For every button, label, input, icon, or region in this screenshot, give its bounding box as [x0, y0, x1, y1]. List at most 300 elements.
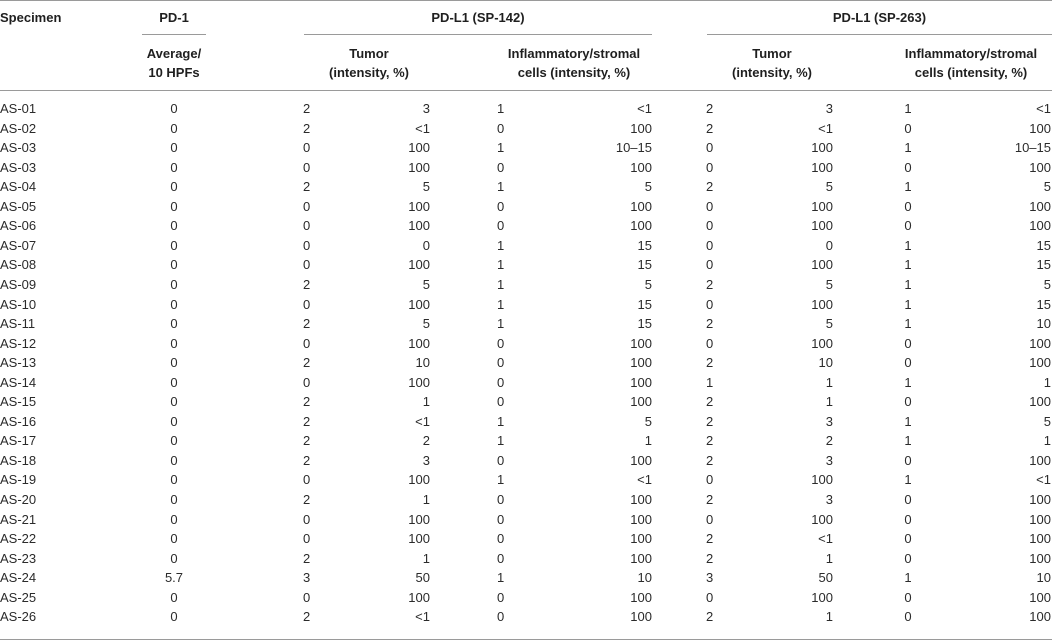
sp142-infl-percent: 100: [630, 335, 652, 351]
sp142-tumor-percent: 1: [422, 492, 430, 507]
sp263-infl-intensity: 1: [904, 257, 912, 273]
specimen-cell: AS-24: [0, 570, 37, 586]
sp142-infl-percent: <1: [637, 101, 652, 116]
sp142-tumor-percent: 5: [422, 276, 430, 292]
sp142-infl-percent: 100: [630, 394, 652, 410]
sp142-infl-intensity: 1: [497, 472, 505, 488]
sp142-infl-intensity: 0: [497, 159, 505, 175]
sp263-tumor-percent: <1: [818, 120, 833, 136]
specimen-cell: AS-07: [0, 237, 37, 253]
specimen-cell: AS-23: [0, 550, 37, 566]
sp142-tumor-intensity: 0: [303, 335, 311, 351]
sp263-infl-intensity: 1: [904, 374, 912, 390]
sp263-tumor-percent: 50: [818, 570, 833, 586]
sp142-tumor-intensity: 0: [303, 140, 311, 156]
sp142-tumor-percent: 100: [408, 589, 430, 605]
table-row: [0, 490, 1052, 510]
sp142-tumor-percent: 100: [408, 198, 430, 214]
specimen-cell: AS-03: [0, 159, 37, 175]
table-row: [0, 607, 1052, 627]
pd1-average-cell: 0: [170, 355, 178, 371]
subheader-sp142-inflammatory: [494, 44, 654, 82]
specimen-cell: AS-17: [0, 433, 37, 449]
sp142-tumor-percent: 100: [408, 531, 430, 547]
pd1-average-cell: 0: [170, 531, 178, 547]
pd1-average-cell: 0: [170, 159, 178, 175]
pd1-average-cell: 0: [170, 296, 178, 312]
sp263-tumor-intensity: 2: [706, 179, 714, 195]
sp263-tumor-percent: 1: [825, 374, 833, 390]
sp142-infl-intensity: 1: [497, 413, 505, 429]
pd1-average-cell: 0: [170, 472, 178, 488]
sp142-tumor-intensity: 2: [303, 609, 311, 625]
subheader-line: Tumor: [349, 46, 389, 61]
sp142-infl-intensity: 0: [497, 120, 505, 136]
subheader-line: Average/: [146, 46, 202, 61]
sp142-group-rule: [304, 34, 652, 35]
pd1-average-cell: 0: [170, 335, 178, 351]
sp142-tumor-intensity: 0: [303, 374, 311, 390]
sp263-tumor-percent: 3: [825, 413, 833, 429]
table-row: [0, 549, 1052, 569]
sp142-tumor-percent: 100: [408, 511, 430, 527]
sp263-tumor-intensity: 0: [706, 589, 714, 605]
sp263-tumor-intensity: 2: [706, 433, 714, 449]
sp263-infl-percent: 15: [1036, 237, 1051, 253]
table-row: [0, 236, 1052, 256]
sp142-tumor-percent: <1: [415, 413, 430, 429]
sp263-infl-intensity: 0: [904, 335, 912, 351]
sp263-tumor-percent: 2: [825, 433, 833, 449]
pd1-average-cell: 0: [170, 492, 178, 507]
sp263-tumor-intensity: 1: [706, 374, 714, 390]
sp263-infl-percent: 1: [1043, 433, 1051, 449]
table-bottom-rule: [0, 639, 1052, 640]
sp263-infl-intensity: 1: [904, 276, 912, 292]
pd1-average-cell: 0: [170, 394, 178, 410]
sp263-tumor-percent: 100: [811, 296, 833, 312]
sp142-infl-percent: 100: [630, 511, 652, 527]
pd1-average-cell: 0: [170, 140, 178, 156]
sp263-tumor-intensity: 2: [706, 609, 714, 625]
header-bottom-rule: [0, 90, 1052, 91]
sp142-infl-percent: 10–15: [615, 140, 652, 156]
sp263-tumor-percent: 100: [811, 472, 833, 488]
sp142-tumor-percent: 1: [422, 550, 430, 566]
sp142-infl-percent: 15: [637, 316, 652, 332]
table-row: [0, 392, 1052, 412]
sp263-infl-intensity: 1: [904, 296, 912, 312]
sp142-tumor-intensity: 0: [303, 531, 311, 547]
specimen-cell: AS-21: [0, 511, 37, 527]
sp142-infl-intensity: 0: [497, 218, 505, 234]
sp263-tumor-percent: 100: [811, 335, 833, 351]
sp263-infl-percent: 100: [1029, 335, 1051, 351]
pd1-average-cell: 0: [170, 120, 178, 136]
sp263-tumor-intensity: 2: [706, 394, 714, 410]
sp142-infl-percent: 100: [630, 589, 652, 605]
pd1-average-cell: 0: [170, 550, 178, 566]
specimen-cell: AS-22: [0, 531, 37, 547]
sp142-infl-intensity: 0: [497, 550, 505, 566]
sp263-infl-intensity: 1: [904, 179, 912, 195]
sp263-group-rule: [707, 34, 1052, 35]
sp263-tumor-percent: 10: [818, 355, 833, 371]
sp263-tumor-intensity: 2: [706, 531, 714, 547]
sp263-tumor-intensity: 0: [706, 140, 714, 156]
specimen-cell: AS-02: [0, 120, 37, 136]
sp263-infl-intensity: 0: [904, 550, 912, 566]
sp142-tumor-intensity: 0: [303, 198, 311, 214]
sp263-infl-percent: 100: [1029, 589, 1051, 605]
sp263-infl-intensity: 0: [904, 531, 912, 547]
sp142-infl-intensity: 1: [497, 101, 505, 116]
subheader-sp142-tumor: [304, 44, 434, 82]
sp263-infl-percent: 5: [1043, 179, 1051, 195]
sp263-infl-percent: 100: [1029, 511, 1051, 527]
sp263-tumor-percent: 100: [811, 511, 833, 527]
sp263-infl-intensity: 0: [904, 511, 912, 527]
sp263-tumor-intensity: 0: [706, 511, 714, 527]
table-row: [0, 99, 1052, 119]
pd1-average-cell: 0: [170, 452, 178, 468]
sp263-tumor-intensity: 2: [706, 101, 714, 116]
sp263-infl-percent: 15: [1036, 257, 1051, 273]
subheader-line: (intensity, %): [732, 65, 812, 80]
sp263-tumor-percent: 100: [811, 257, 833, 273]
pd1-average-cell: 0: [170, 218, 178, 234]
sp263-tumor-intensity: 2: [706, 120, 714, 136]
sp142-tumor-percent: 50: [415, 570, 430, 586]
sp142-infl-percent: 100: [630, 609, 652, 625]
table-row: [0, 568, 1052, 588]
sp142-infl-intensity: 0: [497, 609, 505, 625]
specimen-cell: AS-12: [0, 335, 37, 351]
table-row: [0, 353, 1052, 373]
sp142-infl-intensity: 0: [497, 335, 505, 351]
sp142-infl-intensity: 0: [497, 394, 505, 410]
sp142-infl-percent: 15: [637, 257, 652, 273]
sp263-tumor-intensity: 2: [706, 413, 714, 429]
sp142-tumor-intensity: 0: [303, 159, 311, 175]
specimen-cell: AS-19: [0, 472, 37, 488]
table-row: [0, 255, 1052, 275]
sp142-infl-percent: 100: [630, 218, 652, 234]
sp142-infl-intensity: 1: [497, 237, 505, 253]
sp263-tumor-percent: 100: [811, 218, 833, 234]
pd1-average-cell: 0: [170, 276, 178, 292]
sp263-infl-intensity: 0: [904, 492, 912, 507]
sp142-infl-intensity: 1: [497, 316, 505, 332]
subheader-sp263-inflammatory: [890, 44, 1052, 82]
sp142-tumor-percent: 100: [408, 159, 430, 175]
sp142-infl-intensity: 1: [497, 257, 505, 273]
sp263-infl-intensity: 1: [904, 101, 912, 116]
sp263-tumor-percent: <1: [818, 531, 833, 547]
table-row: [0, 138, 1052, 158]
sp142-tumor-intensity: 0: [303, 237, 311, 253]
pd1-average-cell: 0: [170, 589, 178, 605]
sp142-tumor-percent: <1: [415, 609, 430, 625]
sp142-infl-percent: 100: [630, 374, 652, 390]
sp263-infl-intensity: 0: [904, 609, 912, 625]
sp142-tumor-percent: 100: [408, 218, 430, 234]
sp142-infl-percent: 100: [630, 550, 652, 566]
sp142-tumor-intensity: 2: [303, 276, 311, 292]
sp142-infl-intensity: 1: [497, 276, 505, 292]
sp142-tumor-percent: 100: [408, 257, 430, 273]
sp142-infl-intensity: 1: [497, 179, 505, 195]
sp263-tumor-percent: 0: [825, 237, 833, 253]
header-pdl1-sp142: PD-L1 (SP-142): [431, 10, 525, 25]
sp142-tumor-intensity: 0: [303, 257, 311, 273]
sp142-infl-intensity: 1: [497, 140, 505, 156]
sp142-tumor-intensity: 2: [303, 413, 311, 429]
table-row: [0, 510, 1052, 530]
table-row: [0, 197, 1052, 217]
sp263-infl-percent: 10: [1036, 316, 1051, 332]
sp263-infl-intensity: 1: [904, 140, 912, 156]
sp142-tumor-percent: <1: [415, 120, 430, 136]
sp263-tumor-intensity: 0: [706, 296, 714, 312]
sp263-infl-percent: 100: [1029, 452, 1051, 468]
sp263-tumor-percent: 5: [825, 179, 833, 195]
specimen-cell: AS-04: [0, 179, 37, 195]
sp142-tumor-intensity: 2: [303, 101, 311, 116]
sp263-tumor-percent: 5: [825, 276, 833, 292]
sp263-infl-percent: 10–15: [1014, 140, 1051, 156]
sp263-tumor-percent: 5: [825, 316, 833, 332]
specimen-cell: AS-16: [0, 413, 37, 429]
sp142-infl-intensity: 1: [497, 570, 505, 586]
sp263-infl-intensity: 0: [904, 394, 912, 410]
pd1-average-cell: 0: [170, 237, 178, 253]
sp142-tumor-intensity: 0: [303, 511, 311, 527]
sp142-infl-percent: <1: [637, 472, 652, 488]
table-row: [0, 119, 1052, 139]
pd1-average-cell: 0: [170, 374, 178, 390]
subheader-line: 10 HPFs: [148, 65, 200, 80]
sp142-tumor-intensity: 2: [303, 316, 311, 332]
specimen-cell: AS-03: [0, 140, 37, 156]
sp142-infl-intensity: 0: [497, 355, 505, 371]
subheader-line: cells (intensity, %): [517, 65, 631, 80]
sp142-infl-percent: 5: [644, 276, 652, 292]
sp263-tumor-intensity: 2: [706, 550, 714, 566]
table-top-rule: [0, 0, 1052, 1]
sp142-tumor-percent: 5: [422, 179, 430, 195]
pd1-average-cell: 0: [170, 257, 178, 273]
sp142-tumor-percent: 100: [408, 140, 430, 156]
subheader-pd1-average: [128, 44, 220, 82]
pd1-group-rule: [142, 34, 206, 35]
sp263-tumor-intensity: 2: [706, 355, 714, 371]
sp263-infl-percent: <1: [1036, 101, 1051, 116]
table-row: [0, 314, 1052, 334]
pd1-average-cell: 5.7: [164, 570, 184, 586]
sp263-tumor-percent: 100: [811, 140, 833, 156]
sp263-tumor-percent: 1: [825, 394, 833, 410]
table-row: [0, 451, 1052, 471]
sp142-tumor-percent: 1: [422, 394, 430, 410]
sp263-infl-percent: <1: [1036, 472, 1051, 488]
subheader-line: (intensity, %): [329, 65, 409, 80]
sp142-tumor-intensity: 3: [303, 570, 311, 586]
sp142-infl-percent: 15: [637, 296, 652, 312]
sp142-infl-intensity: 0: [497, 531, 505, 547]
sp142-infl-intensity: 0: [497, 198, 505, 214]
table-row: [0, 177, 1052, 197]
table-row: [0, 275, 1052, 295]
sp142-tumor-intensity: 0: [303, 589, 311, 605]
sp263-tumor-intensity: 0: [706, 335, 714, 351]
sp263-infl-percent: 5: [1043, 413, 1051, 429]
sp263-tumor-percent: 3: [825, 452, 833, 468]
sp142-infl-intensity: 0: [497, 452, 505, 468]
sp263-infl-intensity: 1: [904, 433, 912, 449]
sp263-tumor-percent: 100: [811, 589, 833, 605]
sp142-tumor-percent: 3: [422, 452, 430, 468]
sp142-tumor-percent: 2: [422, 433, 430, 449]
specimen-cell: AS-18: [0, 452, 37, 468]
specimen-cell: AS-01: [0, 101, 37, 116]
sp263-infl-percent: 1: [1043, 374, 1051, 390]
sp263-tumor-percent: 3: [825, 492, 833, 507]
specimen-cell: AS-09: [0, 276, 37, 292]
specimen-cell: AS-20: [0, 492, 37, 507]
sp142-tumor-percent: 10: [415, 355, 430, 371]
sp263-infl-intensity: 0: [904, 355, 912, 371]
pd1-average-cell: 0: [170, 179, 178, 195]
sp263-tumor-intensity: 0: [706, 159, 714, 175]
sp263-infl-percent: 100: [1029, 218, 1051, 234]
sp263-infl-intensity: 0: [904, 159, 912, 175]
specimen-cell: AS-26: [0, 609, 37, 625]
sp142-infl-percent: 100: [630, 198, 652, 214]
subheader-sp263-tumor: [707, 44, 837, 82]
specimen-cell: AS-25: [0, 589, 37, 605]
sp263-infl-percent: 100: [1029, 492, 1051, 507]
sp263-tumor-intensity: 2: [706, 276, 714, 292]
sp263-tumor-percent: 100: [811, 159, 833, 175]
sp142-infl-intensity: 0: [497, 511, 505, 527]
sp142-tumor-intensity: 2: [303, 179, 311, 195]
sp263-infl-intensity: 0: [904, 452, 912, 468]
pd1-average-cell: 0: [170, 101, 178, 116]
sp142-tumor-intensity: 2: [303, 120, 311, 136]
sp263-infl-intensity: 1: [904, 413, 912, 429]
sp263-infl-percent: 100: [1029, 198, 1051, 214]
sp263-tumor-intensity: 0: [706, 237, 714, 253]
sp142-infl-intensity: 0: [497, 374, 505, 390]
table-row: [0, 295, 1052, 315]
sp263-tumor-intensity: 0: [706, 472, 714, 488]
sp263-infl-intensity: 1: [904, 316, 912, 332]
sp263-infl-intensity: 0: [904, 120, 912, 136]
specimen-cell: AS-14: [0, 374, 37, 390]
pd1-average-cell: 0: [170, 413, 178, 429]
specimen-cell: AS-10: [0, 296, 37, 312]
table-row: [0, 158, 1052, 178]
specimen-cell: AS-05: [0, 198, 37, 214]
sp142-infl-percent: 100: [630, 492, 652, 507]
sp142-infl-percent: 15: [637, 237, 652, 253]
sp142-tumor-intensity: 0: [303, 218, 311, 234]
specimen-cell: AS-15: [0, 394, 37, 410]
specimen-cell: AS-11: [0, 316, 36, 332]
sp142-infl-percent: 100: [630, 120, 652, 136]
table-row: [0, 529, 1052, 549]
sp263-tumor-intensity: 0: [706, 198, 714, 214]
sp142-infl-percent: 5: [644, 179, 652, 195]
sp142-infl-intensity: 1: [497, 433, 505, 449]
subheader-line: cells (intensity, %): [914, 65, 1028, 80]
sp142-tumor-percent: 5: [422, 316, 430, 332]
sp263-tumor-intensity: 2: [706, 492, 714, 507]
sp263-tumor-percent: 3: [825, 101, 833, 116]
table-row: [0, 216, 1052, 236]
specimen-cell: AS-13: [0, 355, 37, 371]
sp263-tumor-intensity: 2: [706, 452, 714, 468]
sp263-infl-percent: 100: [1029, 355, 1051, 371]
table-row: [0, 431, 1052, 451]
sp263-infl-intensity: 0: [904, 589, 912, 605]
sp263-infl-percent: 100: [1029, 159, 1051, 175]
sp142-tumor-intensity: 2: [303, 550, 311, 566]
subheader-line: Inflammatory/stromal: [507, 46, 641, 61]
specimen-cell: AS-06: [0, 218, 37, 234]
sp263-infl-intensity: 1: [904, 237, 912, 253]
sp263-infl-percent: 100: [1029, 550, 1051, 566]
sp142-infl-percent: 100: [630, 355, 652, 371]
sp142-infl-intensity: 1: [497, 296, 505, 312]
sp142-tumor-intensity: 2: [303, 394, 311, 410]
sp142-tumor-percent: 0: [422, 237, 430, 253]
pd1-average-cell: 0: [170, 316, 178, 332]
sp142-tumor-percent: 3: [422, 101, 430, 116]
sp142-infl-percent: 100: [630, 531, 652, 547]
pd1-average-cell: 0: [170, 433, 178, 449]
table-row: [0, 373, 1052, 393]
sp263-tumor-percent: 1: [825, 609, 833, 625]
sp263-infl-percent: 100: [1029, 394, 1051, 410]
sp142-tumor-percent: 100: [408, 374, 430, 390]
header-pdl1-sp263: PD-L1 (SP-263): [832, 10, 927, 25]
sp263-infl-percent: 10: [1036, 570, 1051, 586]
sp263-tumor-intensity: 2: [706, 316, 714, 332]
specimen-cell: AS-08: [0, 257, 37, 273]
sp263-infl-intensity: 1: [904, 472, 912, 488]
sp263-infl-intensity: 1: [904, 570, 912, 586]
sp263-tumor-intensity: 3: [706, 570, 714, 586]
sp263-tumor-percent: 1: [825, 550, 833, 566]
sp142-tumor-percent: 100: [408, 296, 430, 312]
subheader-line: Inflammatory/stromal: [904, 46, 1038, 61]
sp263-infl-percent: 100: [1029, 609, 1051, 625]
sp142-tumor-intensity: 2: [303, 433, 311, 449]
sp263-tumor-intensity: 0: [706, 257, 714, 273]
sp142-infl-percent: 100: [630, 452, 652, 468]
sp142-infl-percent: 1: [644, 433, 652, 449]
pd1-average-cell: 0: [170, 609, 178, 625]
pd1-average-cell: 0: [170, 198, 178, 214]
sp142-tumor-percent: 100: [408, 335, 430, 351]
sp142-infl-percent: 100: [630, 159, 652, 175]
sp263-infl-intensity: 0: [904, 198, 912, 214]
pd1-average-cell: 0: [170, 511, 178, 527]
sp142-tumor-intensity: 2: [303, 452, 311, 468]
sp142-infl-percent: 10: [637, 570, 652, 586]
